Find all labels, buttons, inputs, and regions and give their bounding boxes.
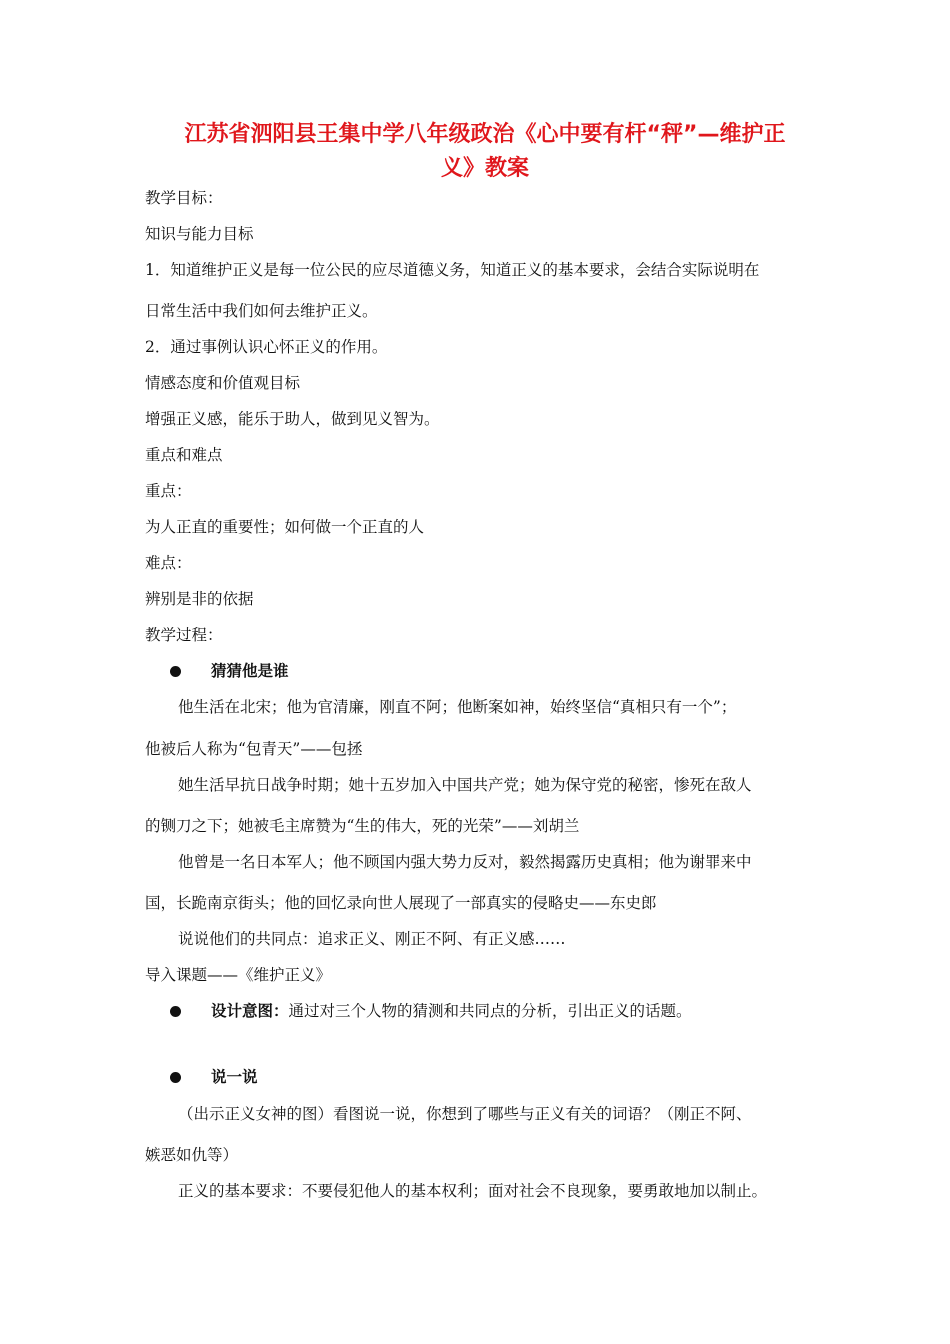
- paragraph-line: 2．通过事例认识心怀正义的作用。: [145, 338, 388, 356]
- section-label: 重点：: [145, 482, 192, 500]
- section-label: 重点和难点: [145, 446, 223, 464]
- paragraph-line: 导入课题——《维护正义》: [145, 966, 332, 984]
- paragraph-line: 他被后人称为“包青天”——包拯: [145, 740, 363, 758]
- paragraph-line: 为人正直的重要性；如何做一个正直的人: [145, 518, 425, 536]
- design-intent-label: 设计意图：: [211, 1002, 289, 1020]
- title-line-2: 义》教案: [440, 156, 529, 181]
- paragraph-line: 增强正义感，能乐于助人，做到见义智为。: [145, 410, 440, 428]
- bullet-icon: [170, 1006, 181, 1017]
- paragraph-line: 辨别是非的依据: [145, 590, 254, 608]
- section-label: 教学过程：: [145, 626, 223, 644]
- section-label: 情感态度和价值观目标: [145, 374, 301, 392]
- paragraph-line: 嫉恶如仇等）: [145, 1146, 239, 1164]
- bullet-heading: [211, 1001, 692, 1021]
- bullet-heading: 猜猜他是谁: [211, 662, 289, 680]
- paragraph-line: 说说他们的共同点：追求正义、刚正不阿、有正义感……: [178, 930, 566, 948]
- bullet-heading: 说一说: [211, 1068, 258, 1086]
- paragraph-line: 日常生活中我们如何去维护正义。: [145, 302, 378, 320]
- bullet-icon: [170, 666, 181, 677]
- paragraph-line: 她生活早抗日战争时期；她十五岁加入中国共产党；她为保守党的秘密，惨死在敌人: [178, 776, 752, 794]
- paragraph-line: 他曾是一名日本军人；他不顾国内强大势力反对，毅然揭露历史真相；他为谢罪来中: [178, 853, 752, 871]
- paragraph-line: 他生活在北宋；他为官清廉，刚直不阿；他断案如神，始终坚信“真相只有一个”；: [178, 698, 737, 716]
- paragraph-line: 正义的基本要求：不要侵犯他人的基本权利；面对社会不良现象，要勇敢地加以制止。: [178, 1182, 768, 1200]
- paragraph-line: 国，长跪南京街头；他的回忆录向世人展现了一部真实的侵略史——东史郎: [145, 894, 657, 912]
- title-line-1: 江苏省泗阳县王集中学八年级政治《心中要有杆“秤”—维护正: [184, 122, 786, 147]
- paragraph-line: 1．知道维护正义是每一位公民的应尽道德义务，知道正义的基本要求，会结合实际说明在: [145, 261, 760, 279]
- bullet-icon: [170, 1072, 181, 1083]
- design-intent-text: 通过对三个人物的猜测和共同点的分析，引出正义的话题。: [288, 1002, 692, 1020]
- section-label: 知识与能力目标: [145, 225, 254, 243]
- paragraph-line: 的铡刀之下；她被毛主席赞为“生的伟大，死的光荣”——刘胡兰: [145, 817, 580, 835]
- section-label: 教学目标：: [145, 189, 223, 207]
- section-label: 难点：: [145, 554, 192, 572]
- document-title: [150, 118, 820, 186]
- paragraph-line: （出示正义女神的图）看图说一说，你想到了哪些与正义有关的词语？（刚正不阿、: [178, 1105, 752, 1123]
